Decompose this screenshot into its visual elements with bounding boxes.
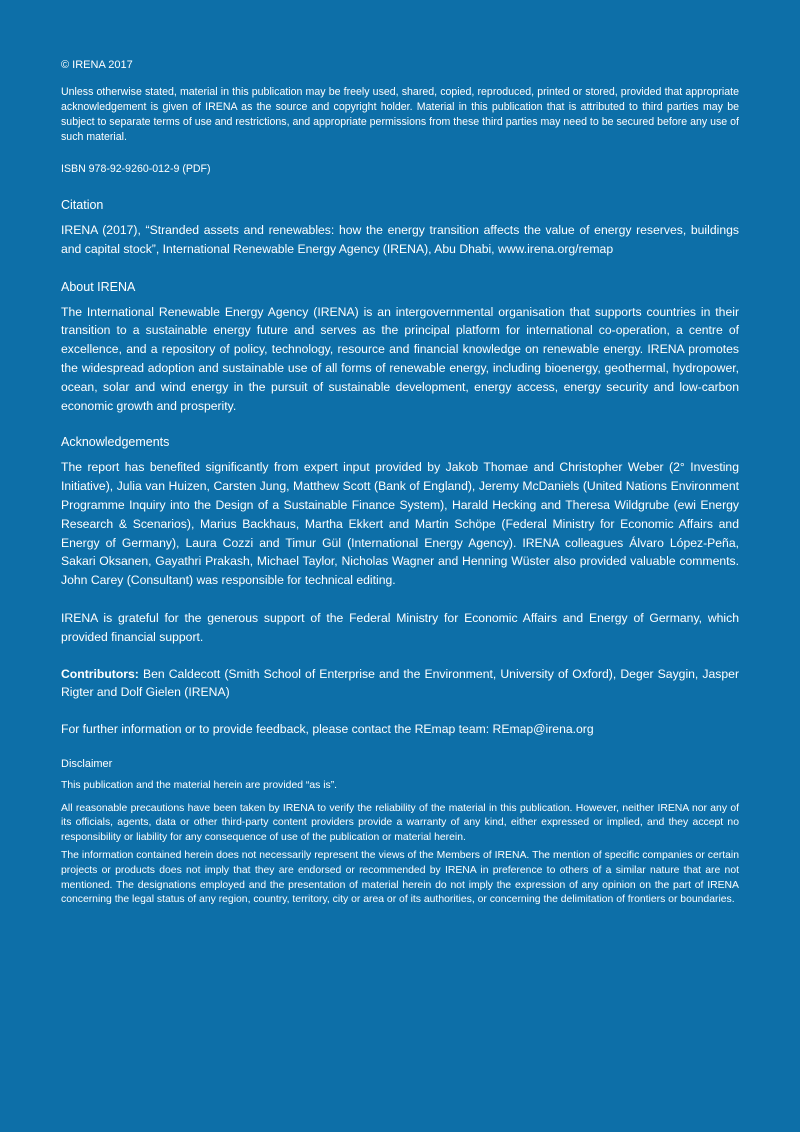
acknowledgements-heading: Acknowledgements (61, 435, 170, 450)
isbn: ISBN 978-92-9260-012-9 (PDF) (61, 163, 211, 175)
about-text: The International Renewable Energy Agency (IRENA) is an intergovernmental organisation that supports countries in their transition to a sustainable energy future and serves as the principal platform for international co-operation, a centre of excellence, and a repository of policy, technology, resource and financial knowledge on renewable energy. IRENA promotes the widespread adoption and sustainable use of all forms of renewable energy, including bioenergy, geothermal, hydropower, ocean, solar and wind energy in the pursuit of sustainable development, energy access, energy security and low-carbon economic growth and prosperity. (61, 304, 739, 413)
license-text: Unless otherwise stated, material in this publication may be freely used, shared, copied, reproduced, printed or stored, provided that appropriate acknowledgement is given of IRENA as the source and copyright holder. Material in this publication that is attributed to third parties may be subject to separate terms of use and restrictions, and appropriate permissions from these third parties may need to be secured before any use of such material. (61, 86, 739, 143)
citation-heading: Citation (61, 198, 104, 212)
document-page (61, 58, 739, 908)
grateful-text: IRENA is grateful for the generous support of the Federal Ministry for Economic Affairs and Energy of Germany, which provided financial support. (61, 610, 739, 644)
contributors-label: Contributors: (61, 666, 139, 681)
contributors-paragraph (61, 665, 739, 703)
contributors-text: Ben Caldecott (Smith School of Enterprise and the Environment, University of Oxford), Deger Saygin, Jasper Rigter and Dolf Gielen (IRENA) (61, 666, 739, 700)
citation-text: IRENA (2017), “Stranded assets and renewables: how the energy transition affects the value of energy reserves, buildings and capital stock”, International Renewable Energy Agency (IRENA), Abu Dhabi, www.irena.org/remap (61, 223, 739, 256)
disclaimer-heading: Disclaimer (61, 757, 113, 770)
acknowledgements-text: The report has benefited significantly from expert input provided by Jakob Thomae and Christopher Weber (2° Investing Initiative), Julia van Huizen, Carsten Jung, Matthew Scott (Bank of England), Jeremy McDaniels (United Nations Environment Programme Inquiry into the Design of a Sustainable Finance System), Harald Hecking and Theresa Wildgrube (ewi Energy Research & Scenarios), Marius Backhaus, Martha Ekkert and Martin Schöpe (Federal Ministry for Economic Affairs and Energy of Germany), Laura Cozzi and Timur Gül (International Energy Agency). IRENA colleagues Álvaro López-Peña, Sakari Oksanen, Gayathri Prakash, Michael Taylor, Nicholas Wagner and Henning Wüster also provided valuable comments. John Carey (Consultant) was responsible for technical editing. (61, 460, 739, 588)
copyright-notice: © IRENA 2017 (61, 59, 133, 71)
disclaimer-p3: The information contained herein does not necessarily represent the views of the Members of IRENA. The mention of specific companies or certain projects or products does not imply that they are endorsed or recommended by IRENA in preference to others of a similar nature that are not mentioned. The designations employed and the presentation of material herein do not imply the expression of any opinion on the part of IRENA concerning the legal status of any region, country, territory, city or area or of its authorities, or concerning the delimitation of frontiers or boundaries. (61, 850, 739, 906)
disclaimer-p2: All reasonable precautions have been taken by IRENA to verify the reliability of the material in this publication. However, neither IRENA nor any of its officials, agents, data or other third-party content providers provide a warranty of any kind, either expressed or implied, and they accept no responsibility or liability for any consequence of use of the publication or material herein. (61, 802, 739, 843)
about-heading: About IRENA (61, 279, 136, 294)
feedback-text: For further information or to provide feedback, please contact the REmap team: REmap@irena.org (61, 722, 594, 737)
disclaimer-p1: This publication and the material herein are provided “as is”. (61, 779, 338, 791)
